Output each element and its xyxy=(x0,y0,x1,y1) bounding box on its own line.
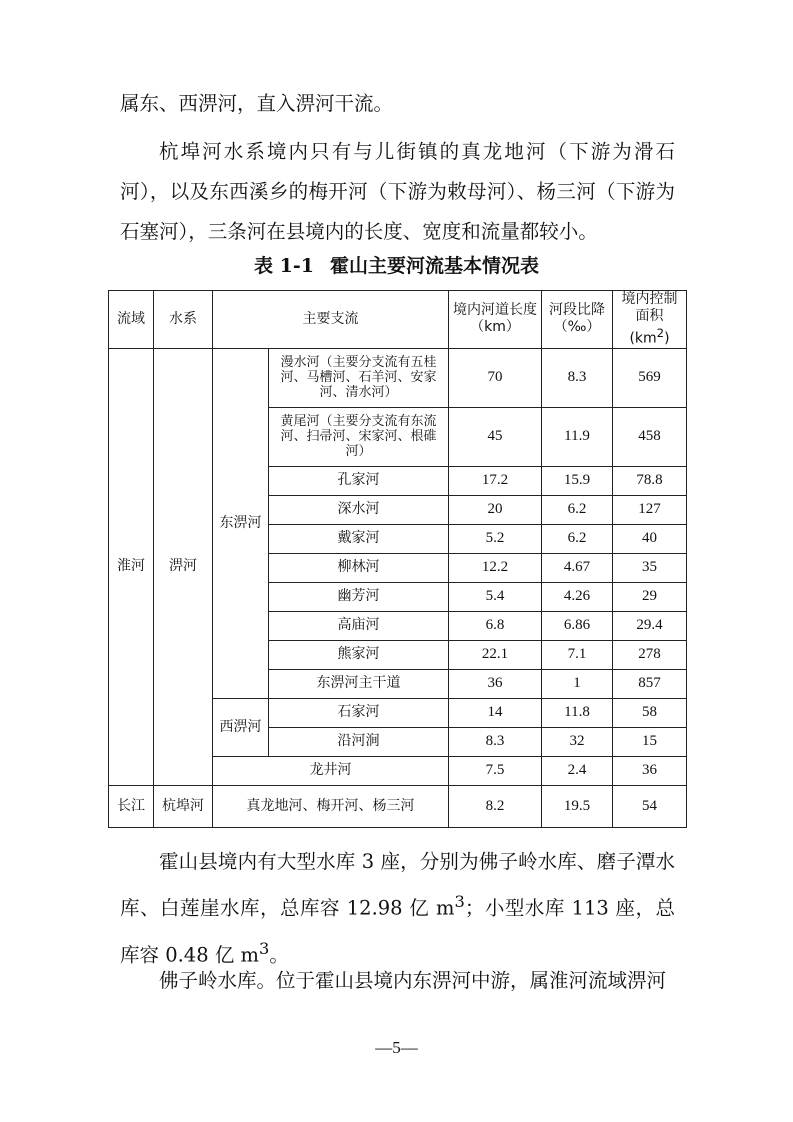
cell-gradient: 15.9 xyxy=(542,466,613,495)
table-row xyxy=(109,348,687,407)
table-caption xyxy=(0,251,793,278)
paragraph-hangbu-river: 杭埠河水系境内只有与儿街镇的真龙地河（下游为滑石河），以及东西溪乡的梅开河（下游为敕母河）、杨三河（下游为石塞河），三条河在县境内的长度、宽度和流量都较小。 xyxy=(120,140,675,243)
cell-length: 20 xyxy=(449,495,542,524)
cell-gradient: 1 xyxy=(542,669,613,698)
cell-area: 29.4 xyxy=(613,611,687,640)
header-gradient: 河段比降（‰） xyxy=(542,291,613,349)
cell-length: 45 xyxy=(449,407,542,466)
header-system: 水系 xyxy=(154,291,213,349)
cell-name: 熊家河 xyxy=(269,640,449,669)
cell-area: 15 xyxy=(613,727,687,756)
page-number: —5— xyxy=(375,1038,418,1057)
cell-name: 戴家河 xyxy=(269,524,449,553)
cell-area: 458 xyxy=(613,407,687,466)
cell-length: 6.8 xyxy=(449,611,542,640)
header-length: 境内河道长度（km） xyxy=(449,291,542,349)
cell-length: 8.3 xyxy=(449,727,542,756)
cell-name: 沿河涧 xyxy=(269,727,449,756)
cell-area: 54 xyxy=(613,785,687,827)
paragraph-foziling: 佛子岭水库。位于霍山县境内东淠河中游，属淮河流域淠河 xyxy=(159,969,667,992)
cell-gradient: 6.86 xyxy=(542,611,613,640)
cell-area: 35 xyxy=(613,553,687,582)
cell-gradient: 11.9 xyxy=(542,407,613,466)
cell-length: 7.5 xyxy=(449,756,542,785)
cell-name: 深水河 xyxy=(269,495,449,524)
cell-name: 黄尾河（主要分支流有东流河、扫帚河、宋家河、根碓河） xyxy=(269,407,449,466)
cell-gradient: 2.4 xyxy=(542,756,613,785)
cell-name: 石家河 xyxy=(269,698,449,727)
table-number: 表 1-1 xyxy=(254,255,314,277)
cell-length: 8.2 xyxy=(449,785,542,827)
cell-branch-east: 东淠河 xyxy=(213,348,269,698)
header-basin: 流域 xyxy=(109,291,154,349)
header-tributary: 主要支流 xyxy=(213,291,449,349)
cell-gradient: 8.3 xyxy=(542,348,613,407)
table-header-row xyxy=(109,291,687,349)
cell-basin-yangtze: 长江 xyxy=(109,785,154,827)
cell-name: 高庙河 xyxy=(269,611,449,640)
cell-area: 127 xyxy=(613,495,687,524)
cell-gradient: 4.67 xyxy=(542,553,613,582)
cell-gradient: 11.8 xyxy=(542,698,613,727)
cell-area: 857 xyxy=(613,669,687,698)
table-row xyxy=(109,785,687,827)
cell-gradient: 6.2 xyxy=(542,495,613,524)
cell-length: 5.4 xyxy=(449,582,542,611)
cell-system-pi: 淠河 xyxy=(154,348,213,785)
cell-name: 真龙地河、梅开河、杨三河 xyxy=(213,785,449,827)
cell-length: 22.1 xyxy=(449,640,542,669)
cell-name: 龙井河 xyxy=(213,756,449,785)
cell-system-hangbu: 杭埠河 xyxy=(154,785,213,827)
cell-branch-west: 西淠河 xyxy=(213,698,269,756)
cell-basin-huai: 淮河 xyxy=(109,348,154,785)
cell-name: 幽芳河 xyxy=(269,582,449,611)
cell-name: 漫水河（主要分支流有五桂河、马槽河、石羊河、安家河、清水河） xyxy=(269,348,449,407)
cell-length: 5.2 xyxy=(449,524,542,553)
cell-gradient: 4.26 xyxy=(542,582,613,611)
header-area: 境内控制面积$(km^2)$ xyxy=(613,291,687,349)
cell-area: 29 xyxy=(613,582,687,611)
cell-gradient: 19.5 xyxy=(542,785,613,827)
cell-length: 12.2 xyxy=(449,553,542,582)
cell-length: 70 xyxy=(449,348,542,407)
cell-length: 14 xyxy=(449,698,542,727)
cell-area: 36 xyxy=(613,756,687,785)
cell-length: 17.2 xyxy=(449,466,542,495)
cell-gradient: 7.1 xyxy=(542,640,613,669)
cell-area: 40 xyxy=(613,524,687,553)
cell-name: 东淠河主干道 xyxy=(269,669,449,698)
cell-gradient: 32 xyxy=(542,727,613,756)
cell-area: 278 xyxy=(613,640,687,669)
cell-area: 569 xyxy=(613,348,687,407)
cell-gradient: 6.2 xyxy=(542,524,613,553)
cell-name: 孔家河 xyxy=(269,466,449,495)
paragraph-continuation: 属东、西淠河，直入淠河干流。 xyxy=(120,92,394,115)
cell-area: 58 xyxy=(613,698,687,727)
rivers-table xyxy=(108,290,687,828)
paragraph-reservoirs: 霍山县境内有大型水库 3 座，分别为佛子岭水库、磨子潭水库、白莲崖水库，总库容 12.98 亿 $m^3$；小型水库 113 座，总库容 0.48 亿 $m^3$。 xyxy=(120,850,675,966)
table-title: 霍山主要河流基本情况表 xyxy=(329,255,539,277)
cell-length: 36 xyxy=(449,669,542,698)
cell-area: 78.8 xyxy=(613,466,687,495)
cell-name: 柳林河 xyxy=(269,553,449,582)
